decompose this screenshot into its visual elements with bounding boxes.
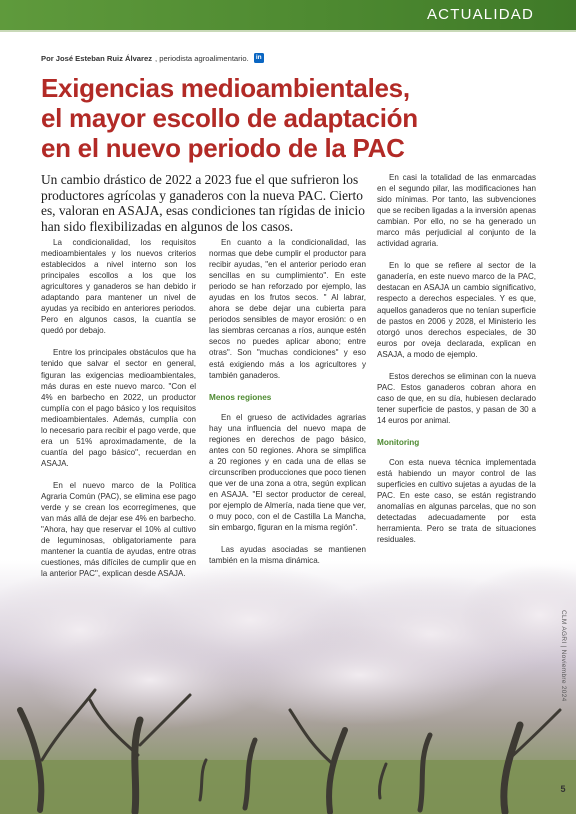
paragraph: Las ayudas asociadas se mantienen también en la misma dinámica. <box>209 545 366 566</box>
article-column-3 <box>377 172 536 556</box>
banner-divider <box>0 30 576 32</box>
article-title <box>41 73 551 163</box>
article-column-2 <box>209 237 366 577</box>
paragraph: En el grueso de actividades agrarias hay una influencia del nuevo mapa de regiones en derechos de pago básico, antes con 50 regiones. Ahora se simplifica a 20 regiones y en cada una de ellas se circunscriben producciones que poco tienen que ver de una zona a otra, según explican en ASAJA. "El sector productor de cereal, por ejemplo de Almería, nada tiene que ver, o muy poco, con el de Castilla La Mancha, sin embargo, figuran en la misma región". <box>209 412 367 533</box>
paragraph: En lo que se refiere al sector de la ganadería, en este nuevo marco de la PAC, destacan en ASAJA un cambio significativo, respecto a derechos especiales. Y es que, aquellos ganaderos que no tenían superficie de pastos en 2006 y 2028, el Ministerio les otorgó unos derechos especiales, de 30 euros por oveja declarada, explican en ASAJA, a modo de ejemplo. <box>377 261 536 359</box>
subheading-menos-regiones: Menos regiones <box>209 392 272 402</box>
paragraph: En cuanto a la condicionalidad, las normas que debe cumplir el productor para recibir ayudas, "en el anterior periodo eran sencillas en su cumplimiento". En este periodo se han reforzado por ejemplo, las ayudas en los frutos secos. " Al labrar, ahora se debe dejar una cubierta para periodos sensibles de mayor erosión: o en las siembras cercanas a ríos, aunque estén secos no puedes aplicar abono; entre otras". Son "muchas condiciones" y eso está exigiendo más a los agricultores y también ganaderos. <box>209 238 366 380</box>
title-line-3: en el nuevo periodo de la PAC <box>41 133 405 163</box>
author-role: , periodista agroalimentario. <box>155 53 249 63</box>
byline <box>41 53 264 63</box>
subheading-monitoring: Monitoring <box>377 437 420 447</box>
article-column-1 <box>41 237 196 590</box>
paragraph: Estos derechos se eliminan con la nueva PAC. Estos ganaderos cobran ahora en caso de que, en su día, hubiesen declarado tener superficie de pastos, y pasan de 30 a 14 euros por animal. <box>377 371 536 425</box>
article-lede: Un cambio drástico de 2022 a 2023 fue el que sufrieron los productores agrícolas y ganaderos con la nueva PAC. Cierto es, valoran en ASAJA, esas condiciones tan rígidas de inicio han sido flexibilizadas en algunos de los casos. <box>41 172 365 234</box>
section-banner <box>0 0 576 30</box>
paragraph: En el nuevo marco de la Política Agraria Común (PAC), se elimina ese pago verde y se crean los ecorregímenes, que van más allá de dejar ese 4% en barbecho. "Ahora, hay que reservar el 10% al cultivo de leguminosas, obligatoriamente para mantener la cuantía de ayudas, entre otras cuestiones, más difíciles de cumplir que en la anterior PAC", explican desde ASAJA. <box>41 480 196 579</box>
magazine-side-tab <box>556 610 568 775</box>
almond-orchard-photo <box>0 560 576 814</box>
section-label: ACTUALIDAD <box>426 6 534 23</box>
title-line-2: el mayor escollo de adaptación <box>41 103 418 133</box>
paragraph: Con esta nueva técnica implementada está habiendo un mayor control de las superficies en cultivo sujetas a ayudas de la PAC. En este caso, se están registrando anomalías en algunas parcelas, que no son detectadas adecuadamente por esta herramienta. Pero se trata de situaciones residuales. <box>377 458 536 545</box>
title-line-1: Exigencias medioambientales, <box>41 73 410 103</box>
magazine-issue-label: CLM AGRI | Noviembre 2024 <box>560 610 567 702</box>
linkedin-icon[interactable]: in <box>254 53 264 63</box>
paragraph: Entre los principales obstáculos que ha tenido que salvar el sector en general, figuran las exigencias medioambientales, más duras en este nuevo marco. "Con el 4% en barbecho en 2022, un productor cumplía con el pago básico y los requisitos medioambientales. Además, cumplía con lo necesario para recibir el pago verde, que era un 51% aproximadamente, de la cuantía del pago básico", recuerdan en ASAJA. <box>41 348 196 468</box>
author-name: Por José Esteban Ruiz Álvarez <box>41 53 152 63</box>
paragraph: En casi la totalidad de las enmarcadas en el segundo pilar, las modificaciones han sido mínimas. Por tanto, las subvenciones que se reciben ligadas a la inversión apenas cambian. Por ello, no se ha generado un marco más perjudicial al conjunto de la actividad agraria. <box>377 173 536 249</box>
paragraph: La condicionalidad, los requisitos medioambientales y los nuevos criterios establecidos a nivel interno son los principales escollos a los que los agricultores y ganaderos se han debido ir adaptando para mantener un nivel de ayudas ya recibido en anteriores periodos. Pero en algunos casos, la cuantía se quedó por debajo. <box>41 238 196 336</box>
page-number: 5 <box>560 784 566 794</box>
